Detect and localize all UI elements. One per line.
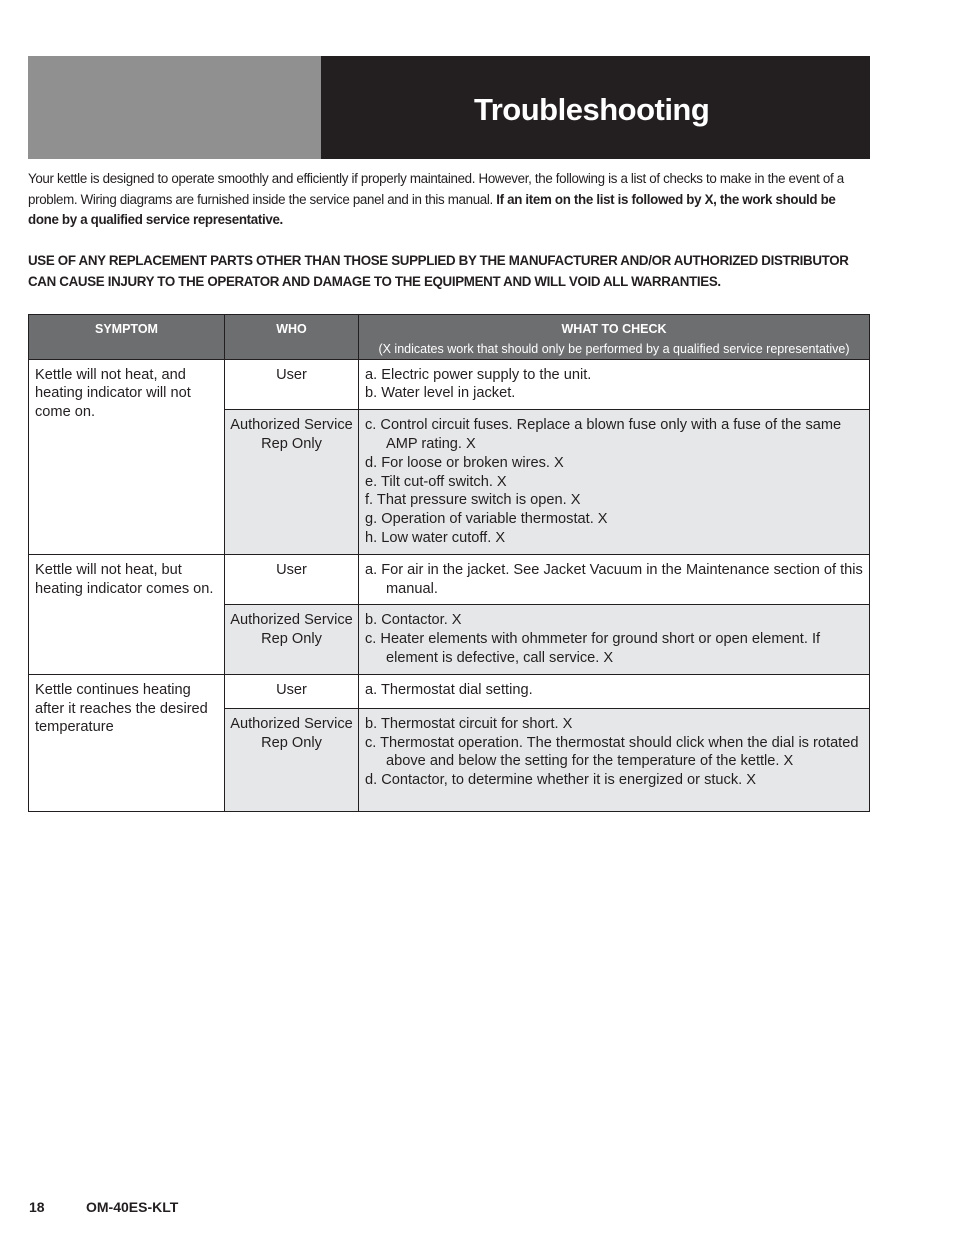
check-cell-user [359, 554, 870, 605]
table-row [29, 554, 870, 605]
check-cell-user [359, 359, 870, 410]
table-row [29, 674, 870, 708]
who-cell-user: User [225, 554, 359, 605]
check-item: b. Thermostat circuit for short. X [365, 715, 573, 732]
check-item: e. Tilt cut-off switch. X [365, 473, 507, 490]
check-item: a. Electric power supply to the unit. [365, 366, 592, 383]
table-header-row [29, 315, 870, 360]
who-cell-user: User [225, 674, 359, 708]
check-item: d. For loose or broken wires. X [365, 454, 564, 471]
symptom-cell: Kettle continues heating after it reaches the desired temperature [29, 674, 225, 811]
check-cell-authorized [359, 605, 870, 674]
check-item: h. Low water cutoff. X [365, 529, 506, 546]
symptom-cell: Kettle will not heat, and heating indicator will not come on. [29, 359, 225, 554]
check-cell-authorized [359, 708, 870, 811]
intro-text: Your kettle is designed to operate smoothly and efficiently if properly maintained. However, the following is a list of checks to make in the event of a problem. Wiring diagrams are furnished inside the service panel and in this manual. [28, 171, 844, 208]
check-cell-authorized [359, 410, 870, 555]
check-item: c. Control circuit fuses. Replace a blown fuse only with a fuse of the same AMP rating. X [365, 417, 842, 452]
table-row [29, 359, 870, 410]
header-check-subtitle: (X indicates work that should only be performed by a qualified service representative) [378, 341, 850, 356]
check-item: c. Heater elements with ohmmeter for ground short or open element. If element is defective, call service. X [365, 631, 821, 666]
who-cell-authorized: Authorized Service Rep Only [225, 605, 359, 674]
troubleshooting-table [28, 314, 870, 812]
who-cell-user: User [225, 359, 359, 410]
check-cell-user [359, 674, 870, 708]
check-item: b. Contactor. X [365, 612, 462, 629]
header-band [28, 56, 870, 159]
check-item: d. Contactor, to determine whether it is energized or stuck. X [365, 772, 756, 789]
check-item: f. That pressure switch is open. X [365, 492, 581, 509]
document-code: OM-40ES-KLT [86, 1199, 179, 1215]
check-item: b. Water level in jacket. [365, 385, 516, 402]
header-what-to-check [359, 315, 870, 360]
header-gray-block [28, 56, 321, 159]
header-who: WHO [225, 315, 359, 360]
check-item: c. Thermostat operation. The thermostat should click when the dial is rotated above and below the setting for the temperature of the kettle. X [365, 734, 859, 770]
intro-paragraph [28, 169, 867, 231]
check-item: a. For air in the jacket. See Jacket Vacuum in the Maintenance section of this manual. [365, 561, 863, 597]
page-number: 18 [29, 1199, 45, 1215]
header-check-label: WHAT TO CHECK [561, 322, 667, 336]
who-cell-authorized: Authorized Service Rep Only [225, 708, 359, 811]
check-item: g. Operation of variable thermostat. X [365, 511, 608, 528]
warranty-warning: USE OF ANY REPLACEMENT PARTS OTHER THAN THOSE SUPPLIED BY THE MANUFACTURER AND/OR AUTHORIZED DISTRIBUTOR CAN CAUSE INJURY TO THE OPERATOR AND DAMAGE TO THE EQUIPMENT AND WILL VOID ALL WARRANTIES. [28, 253, 849, 290]
check-item: a. Thermostat dial setting. [365, 681, 533, 698]
symptom-cell: Kettle will not heat, but heating indicator comes on. [29, 554, 225, 674]
header-symptom: SYMPTOM [29, 315, 225, 360]
page-title: Troubleshooting [474, 92, 710, 127]
header-black-block [321, 56, 870, 159]
intro-bold-note: If an item on the list is followed by X, the work should be done by a qualified service representative. [28, 191, 836, 228]
who-cell-authorized: Authorized Service Rep Only [225, 410, 359, 555]
